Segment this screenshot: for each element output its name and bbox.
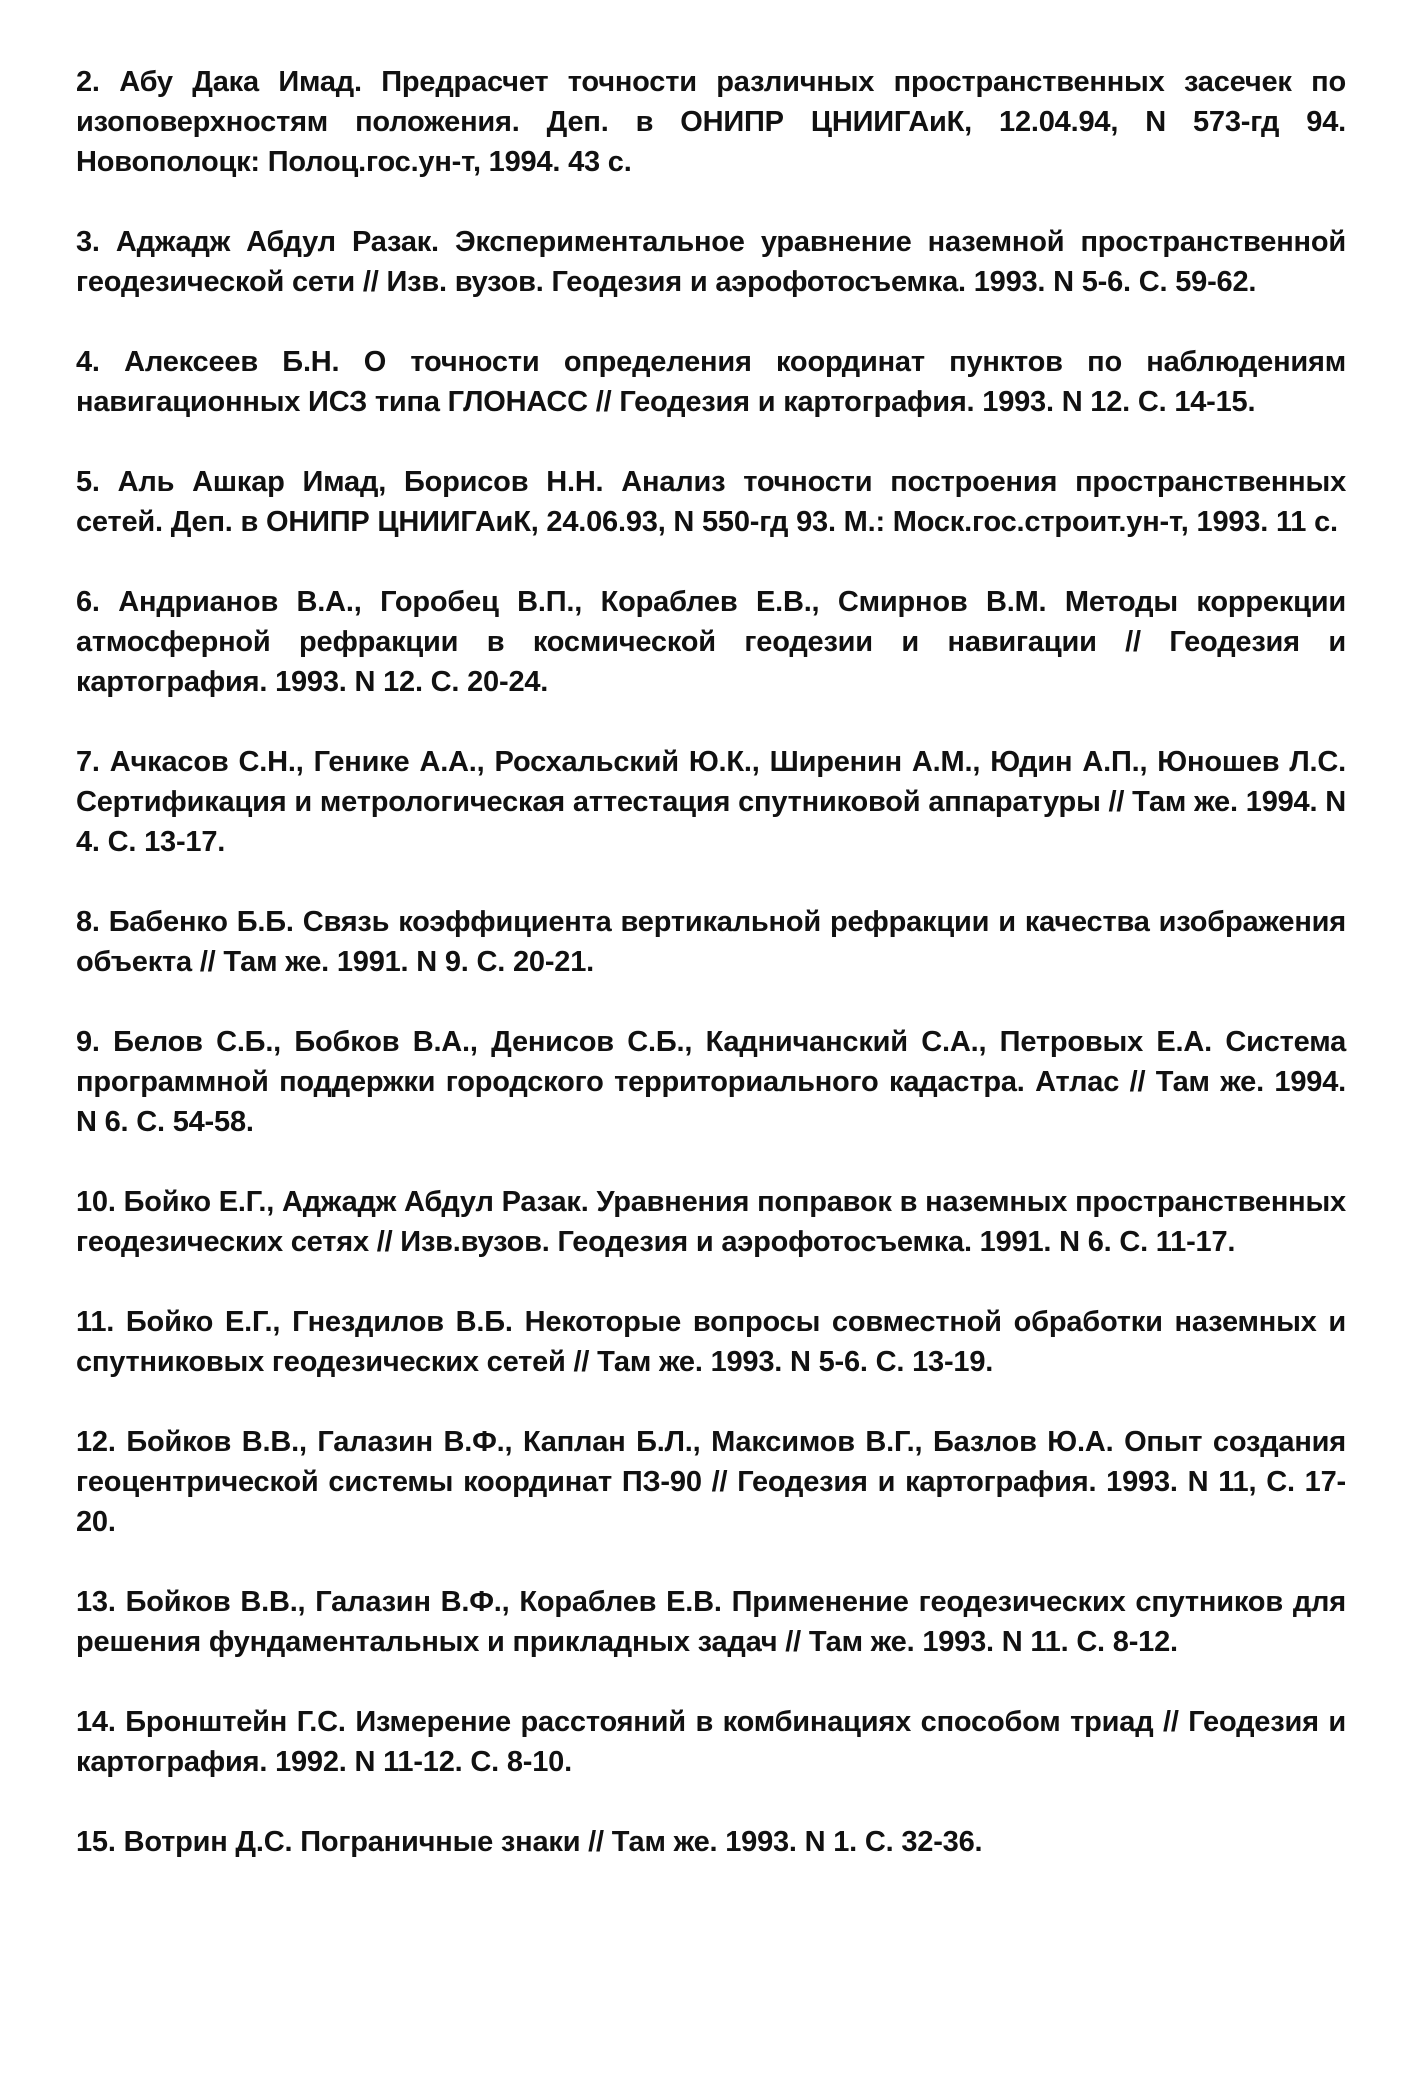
reference-item-15: 15. Вотрин Д.С. Пограничные знаки // Там же. 1993. N 1. С. 32-36. (76, 1826, 983, 1858)
reference-item-3: 3. Аджадж Абдул Разак. Экспериментальное уравнение наземной пространственной геодезической сети // Изв. вузов. Геодезия и аэрофотосъемка. 1993. N 5-6. С. 59-62. (76, 226, 1346, 298)
reference-item-11: 11. Бойко Е.Г., Гнездилов В.Б. Некоторые вопросы совместной обработки наземных и спутниковых геодезических сетей // Там же. 1993. N 5-6. С. 13-19. (76, 1306, 1346, 1378)
reference-item-12: 12. Бойков В.В., Галазин В.Ф., Каплан Б.Л., Максимов В.Г., Базлов Ю.А. Опыт создания геоцентрической системы координат ПЗ-90 // Геодезия и картография. 1993. N 11, С. 17-20. (76, 1426, 1346, 1538)
reference-list (76, 62, 1346, 1862)
reference-item-7: 7. Ачкасов С.Н., Генике А.А., Росхальский Ю.К., Ширенин А.М., Юдин А.П., Юношев Л.С. Сертификация и метрологическая аттестация спутниковой аппаратуры // Там же. 1994. N 4. С. 13-17. (76, 746, 1346, 858)
reference-item-13: 13. Бойков В.В., Галазин В.Ф., Кораблев Е.В. Применение геодезических спутников для решения фундаментальных и прикладных задач // Там же. 1993. N 11. С. 8-12. (76, 1586, 1346, 1658)
reference-item-14: 14. Бронштейн Г.С. Измерение расстояний в комбинациях способом триад // Геодезия и картография. 1992. N 11-12. С. 8-10. (76, 1706, 1346, 1778)
reference-item-4: 4. Алексеев Б.Н. О точности определения координат пунктов по наблюдениям навигационных ИСЗ типа ГЛОНАСС // Геодезия и картография. 1993. N 12. С. 14-15. (76, 346, 1346, 418)
reference-item-10: 10. Бойко Е.Г., Аджадж Абдул Разак. Уравнения поправок в наземных пространственных геодезических сетях // Изв.вузов. Геодезия и аэрофотосъемка. 1991. N 6. С. 11-17. (76, 1186, 1346, 1258)
reference-item-5: 5. Аль Ашкар Имад, Борисов Н.Н. Анализ точности построения пространственных сетей. Деп. в ОНИПР ЦНИИГАиК, 24.06.93, N 550-гд 93. М.: Моск.гос.строит.ун-т, 1993. 11 с. (76, 466, 1346, 538)
reference-item-8: 8. Бабенко Б.Б. Связь коэффициента вертикальной рефракции и качества изображения объекта // Там же. 1991. N 9. С. 20-21. (76, 906, 1346, 978)
reference-item-6: 6. Андрианов В.А., Горобец В.П., Кораблев Е.В., Смирнов В.М. Методы коррекции атмосферной рефракции в космической геодезии и навигации // Геодезия и картография. 1993. N 12. С. 20-24. (76, 586, 1346, 698)
reference-item-9: 9. Белов С.Б., Бобков В.А., Денисов С.Б., Кадничанский С.А., Петровых Е.А. Система программной поддержки городского территориального кадастра. Атлас // Там же. 1994. N 6. С. 54-58. (76, 1026, 1346, 1138)
reference-item-2: 2. Абу Дака Имад. Предрасчет точности различных пространственных засечек по изоповерхностям положения. Деп. в ОНИПР ЦНИИГАиК, 12.04.94, N 573-гд 94. Новополоцк: Полоц.гос.ун-т, 1994. 43 с. (76, 66, 1346, 178)
